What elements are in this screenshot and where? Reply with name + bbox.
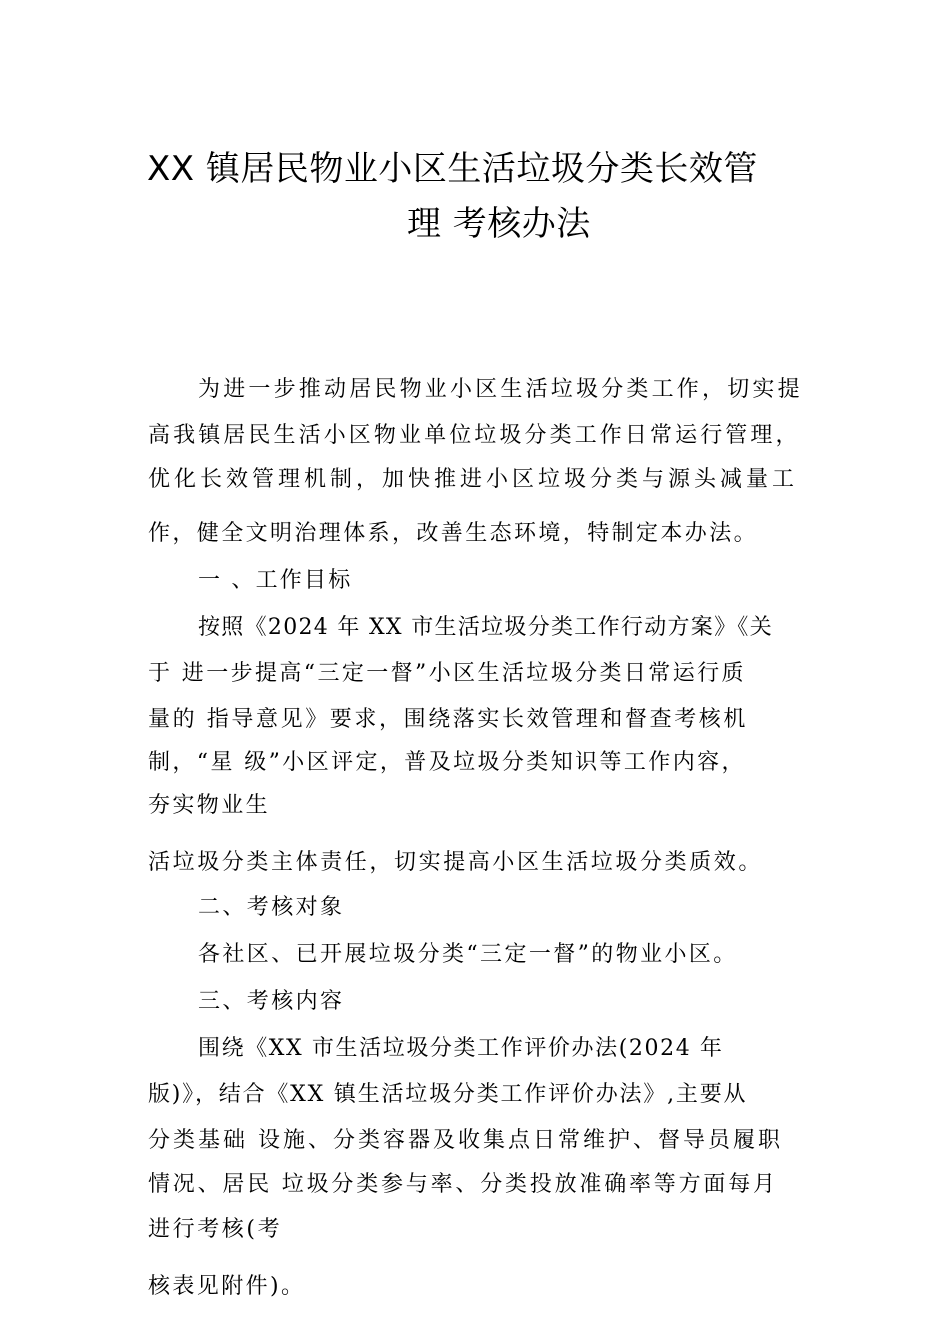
section-heading-work-goal: 一 、工作目标 <box>198 568 353 593</box>
intro-paragraph-line: 为进一步推动居民物业小区生活垃圾分类工作，切实提 <box>198 377 803 402</box>
section-3-paragraph-line: 版)》，结合《XX 镇生活垃圾分类工作评价办法》,主要从 <box>148 1082 748 1107</box>
section-heading-assessment-target: 二、考核对象 <box>198 895 345 920</box>
section-heading-assessment-content: 三、考核内容 <box>198 989 345 1014</box>
section-3-paragraph-line: 核表见附件)。 <box>148 1274 306 1299</box>
intro-paragraph-line: 作，健全文明治理体系，改善生态环境，特制定本办法。 <box>148 521 759 546</box>
section-1-paragraph-line: 于 进一步提高“三定一督”小区生活垃圾分类日常运行质 <box>148 661 746 686</box>
section-1-paragraph-line: 量的 指导意见》要求，围绕落实长效管理和督查考核机 <box>148 707 748 732</box>
section-2-paragraph-line: 各社区、已开展垃圾分类“三定一督”的物业小区。 <box>198 942 738 967</box>
intro-paragraph-line: 优化长效管理机制，加快推进小区垃圾分类与源头减量工 <box>148 467 799 492</box>
section-3-paragraph-line: 情况、居民 垃圾分类参与率、分类投放准确率等方面每月 <box>148 1172 778 1197</box>
section-1-paragraph-line: 活垃圾分类主体责任，切实提高小区生活垃圾分类质效。 <box>148 850 764 875</box>
intro-paragraph-line: 高我镇居民生活小区物业单位垃圾分类工作日常运行管理， <box>148 423 801 448</box>
document-title-line-1: XX 镇居民物业小区生活垃圾分类长效管 <box>147 149 758 189</box>
section-1-paragraph-line: 夯实物业生 <box>148 793 271 818</box>
document-title-line-2: 理 考核办法 <box>407 204 591 244</box>
section-3-paragraph-line: 进行考核(考 <box>148 1217 283 1242</box>
section-1-paragraph-line: 制，“星 级”小区评定，普及垃圾分类知识等工作内容， <box>148 750 746 775</box>
section-1-paragraph-line: 按照《2024 年 XX 市生活垃圾分类工作行动方案》《关 <box>198 615 773 640</box>
section-3-paragraph-line: 分类基础 设施、分类容器及收集点日常维护、督导员履职 <box>148 1128 783 1153</box>
section-3-paragraph-line: 围绕《XX 市生活垃圾分类工作评价办法(2024 年 <box>198 1036 724 1061</box>
